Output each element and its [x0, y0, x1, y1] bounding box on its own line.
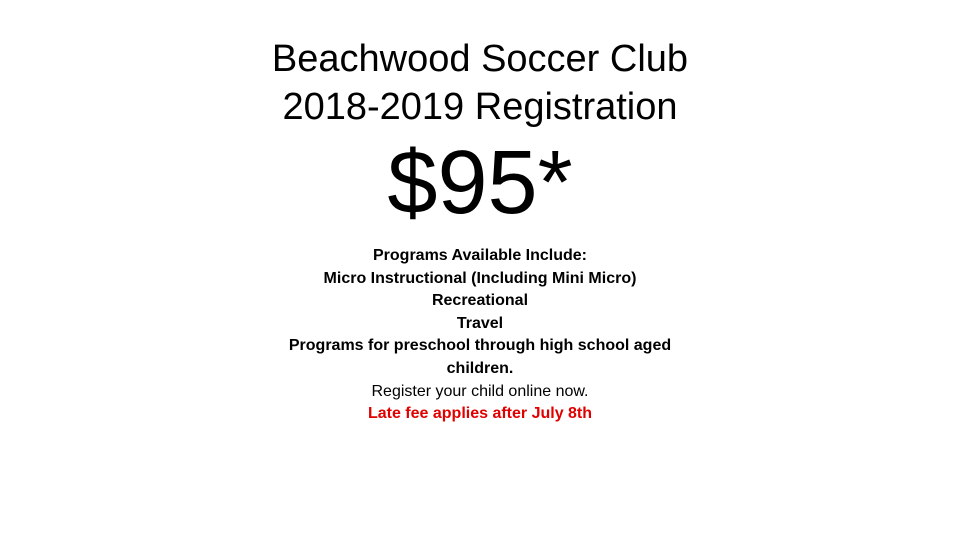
registration-subtitle: 2018-2019 Registration	[282, 86, 678, 128]
club-name-title: Beachwood Soccer Club	[271, 38, 689, 80]
registration-price: $95*	[387, 133, 573, 233]
program-item-travel: Travel	[456, 314, 504, 332]
late-fee-notice: Late fee applies after July 8th	[367, 405, 593, 423]
age-range-line-2: children.	[446, 359, 514, 377]
register-prompt: Register your child online now.	[371, 382, 589, 400]
program-details	[250, 245, 710, 426]
program-item-recreational: Recreational	[431, 292, 529, 310]
program-item-micro: Micro Instructional (Including Mini Micro)	[323, 269, 637, 287]
age-range-line-1: Programs for preschool through high school aged	[288, 337, 672, 355]
programs-heading: Programs Available Include:	[373, 247, 587, 264]
